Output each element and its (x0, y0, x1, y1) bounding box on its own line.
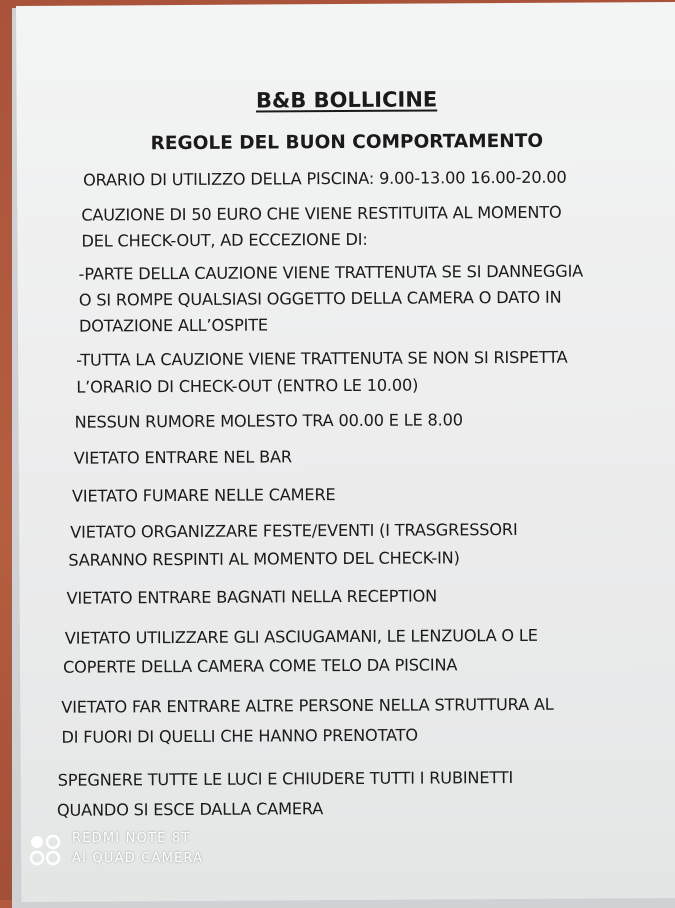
rule-no-guests-line-2: DI FUORI DI QUELLI CHE HANNO PRENOTATO (61, 725, 418, 747)
document-title: B&B BOLLICINE (255, 87, 438, 113)
rule-partial-deposit-line-3: DOTAZIONE ALL’OSPITE (78, 315, 268, 336)
rule-lights-taps-line-2: QUANDO SI ESCE DALLA CAMERA (56, 799, 324, 820)
rule-no-towels-line-1: VIETATO UTILIZZARE GLI ASCIUGAMANI, LE LENZUOLA O LE (64, 625, 538, 648)
rule-partial-deposit-line-2: O SI ROMPE QUALSIASI OGGETTO DELLA CAMERA O DATO IN (78, 287, 562, 310)
rule-deposit-line-2: DEL CHECK-OUT, AD ECCEZIONE DI: (81, 229, 368, 251)
rule-deposit-line-1: CAUZIONE DI 50 EURO CHE VIENE RESTITUITA AL MOMENTO (81, 202, 562, 225)
rule-full-deposit-line-1: -TUTTA LA CAUZIONE VIENE TRATTENUTA SE NON SI RISPETTA (76, 347, 568, 370)
watermark-model: REDMI NOTE 8T (72, 831, 191, 846)
rule-lights-taps-line-1: SPEGNERE TUTTE LE LUCI E CHIUDERE TUTTI I RUBINETTI (57, 767, 514, 790)
rule-partial-deposit-line-1: -PARTE DELLA CAUZIONE VIENE TRATTENUTA SE SI DANNEGGIA (78, 261, 584, 284)
camera-watermark (28, 831, 218, 871)
rule-no-bar: VIETATO ENTRARE NEL BAR (73, 447, 292, 468)
rule-full-deposit-line-2: L’ORARIO DI CHECK-OUT (ENTRO LE 10.00) (76, 375, 419, 397)
rule-no-parties-line-1: VIETATO ORGANIZZARE FESTE/EVENTI (I TRASGRESSORI (70, 519, 518, 542)
rule-no-parties-line-2: SARANNO RESPINTI AL MOMENTO DEL CHECK-IN) (68, 548, 460, 570)
rule-quiet-hours: NESSUN RUMORE MOLESTO TRA 00.00 E LE 8.00 (74, 410, 463, 432)
rule-no-smoking: VIETATO FUMARE NELLE CAMERE (71, 485, 336, 506)
rule-pool-hours: ORARIO DI UTILIZZO DELLA PISCINA: 9.00-13.00 16.00-20.00 (83, 167, 567, 190)
rule-no-guests-line-1: VIETATO FAR ENTRARE ALTRE PERSONE NELLA STRUTTURA AL (61, 694, 554, 717)
watermark-camera: AI QUAD CAMERA (72, 851, 204, 866)
rule-no-wet-reception: VIETATO ENTRARE BAGNATI NELLA RECEPTION (66, 586, 438, 608)
rule-no-towels-line-2: COPERTE DELLA CAMERA COME TELO DA PISCINA (62, 655, 458, 677)
quad-camera-icon (28, 833, 62, 867)
rules-sheet (16, 2, 675, 902)
document-subtitle: REGOLE DEL BUON COMPORTAMENTO (150, 130, 544, 155)
